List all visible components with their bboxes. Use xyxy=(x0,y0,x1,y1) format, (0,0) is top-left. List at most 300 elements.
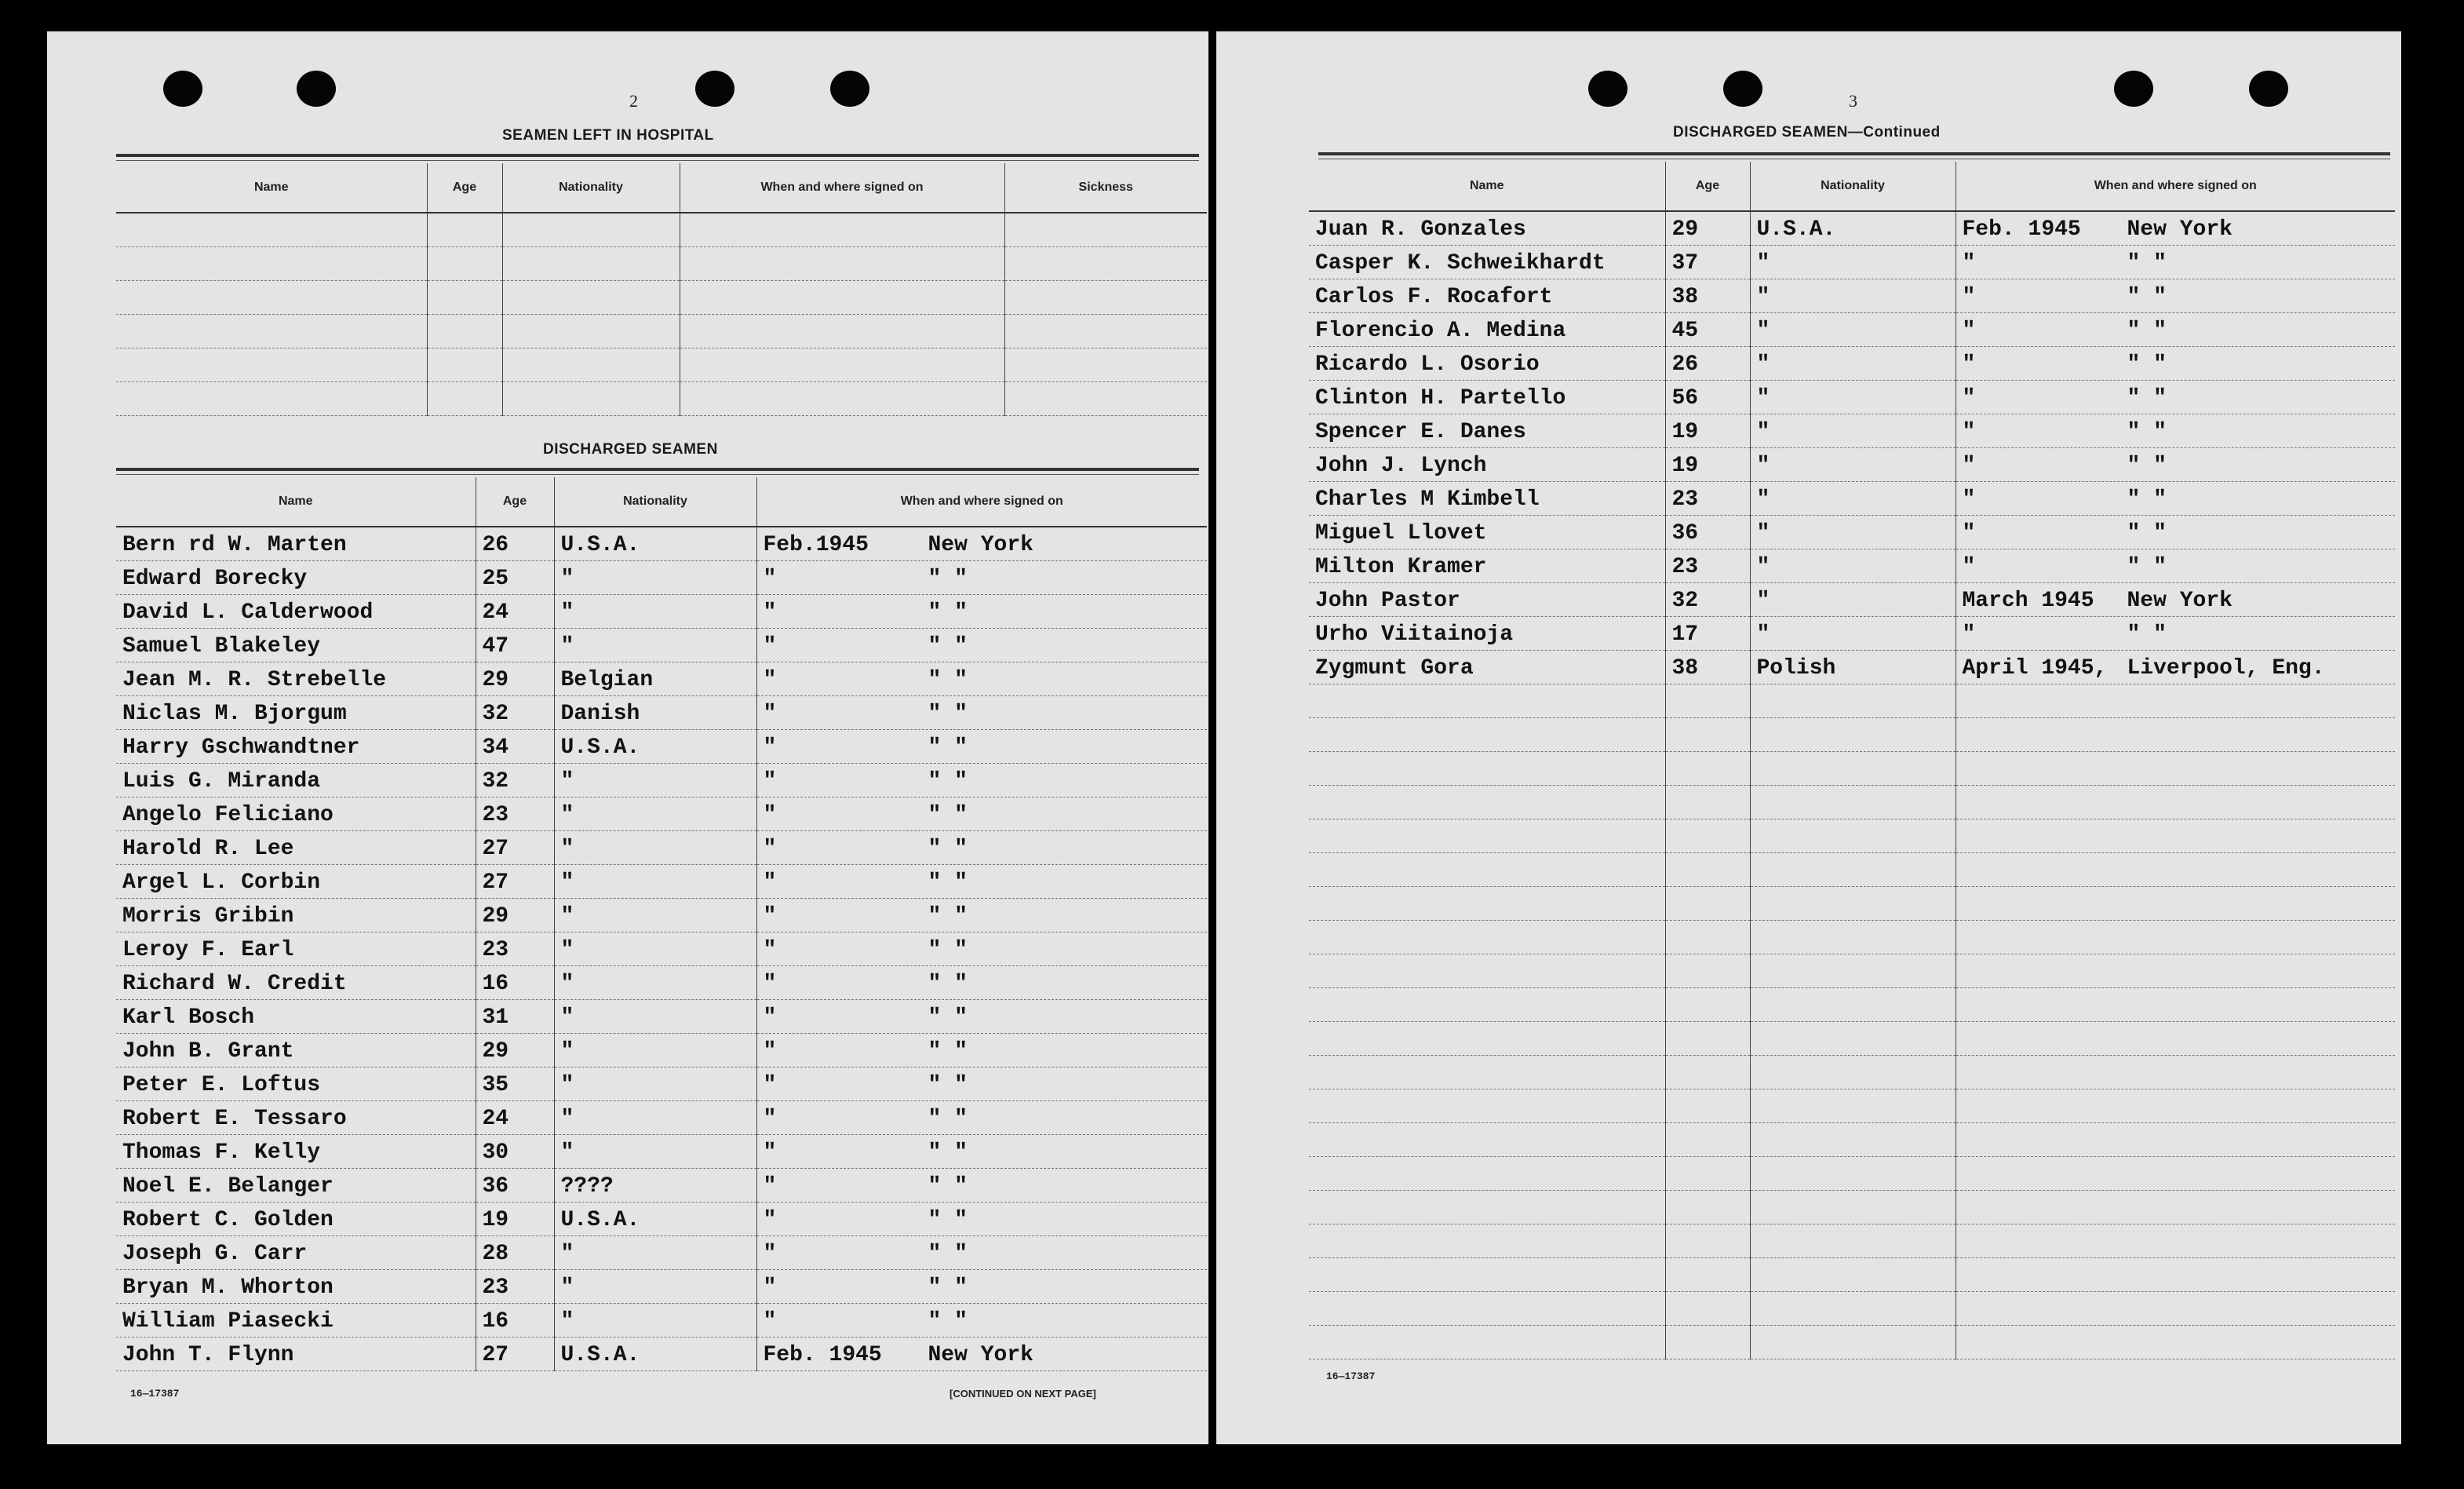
seaman-name xyxy=(1309,1224,1665,1258)
seaman-age: 24 xyxy=(476,1101,554,1135)
signed-on-place: " " xyxy=(928,1005,968,1030)
seaman-nationality: " xyxy=(1750,347,1956,381)
signed-on xyxy=(756,1169,1207,1203)
table-row xyxy=(1309,1292,2395,1326)
signed-on-date: " xyxy=(763,837,777,861)
signed-on-date: " xyxy=(763,1005,777,1030)
column-header: Nationality xyxy=(1750,162,1956,211)
seaman-age: 27 xyxy=(476,1338,554,1371)
seaman-nationality: " xyxy=(554,561,756,595)
column-header: Age xyxy=(1665,162,1750,211)
signed-on xyxy=(1956,347,2395,381)
table-row xyxy=(1309,853,2395,887)
seaman-nationality: U.S.A. xyxy=(554,1203,756,1236)
signed-on-date: " xyxy=(763,938,777,962)
column-header: When and where signed on xyxy=(756,477,1207,527)
column-header: When and where signed on xyxy=(680,163,1004,213)
seaman-age xyxy=(1665,1123,1750,1157)
seaman-nationality xyxy=(1750,988,1956,1022)
table-row xyxy=(116,595,1207,629)
seaman-age: 19 xyxy=(476,1203,554,1236)
seaman-nationality: " xyxy=(554,1067,756,1101)
seaman-nationality xyxy=(1750,718,1956,752)
rule xyxy=(116,160,1199,161)
seaman-nationality: " xyxy=(554,1034,756,1067)
table-row xyxy=(1309,347,2395,381)
column-header: Nationality xyxy=(502,163,680,213)
seaman-nationality: " xyxy=(1750,516,1956,549)
seaman-age xyxy=(1665,1089,1750,1123)
blank-row xyxy=(116,349,1207,382)
seaman-age: 29 xyxy=(1665,211,1750,246)
signed-on xyxy=(1956,1022,2395,1056)
rule xyxy=(116,468,1199,471)
seaman-name: Juan R. Gonzales xyxy=(1309,211,1665,246)
seaman-nationality: " xyxy=(554,1270,756,1304)
signed-on-place: " " xyxy=(2127,622,2167,647)
signed-on xyxy=(1956,718,2395,752)
table-row xyxy=(116,527,1207,561)
signed-on-date: " xyxy=(1962,487,1976,512)
seaman-age: 36 xyxy=(1665,516,1750,549)
seaman-nationality: ???? xyxy=(554,1169,756,1203)
table-row xyxy=(1309,1224,2395,1258)
table-row xyxy=(1309,549,2395,583)
signed-on-date: " xyxy=(1962,386,1976,411)
signed-on-date: Feb. 1945 xyxy=(1962,217,2081,242)
seaman-age: 23 xyxy=(476,797,554,831)
signed-on-place: " " xyxy=(928,1039,968,1064)
punch-hole xyxy=(2114,71,2153,107)
table-row xyxy=(116,1304,1207,1338)
seaman-nationality xyxy=(1750,1326,1956,1359)
signed-on xyxy=(1956,1292,2395,1326)
signed-on-place: " " xyxy=(2127,285,2167,309)
seaman-age xyxy=(1665,887,1750,921)
table-row xyxy=(116,1034,1207,1067)
signed-on xyxy=(1956,583,2395,617)
signed-on-place: " " xyxy=(928,1276,968,1300)
seaman-nationality xyxy=(1750,1056,1956,1089)
seaman-age: 32 xyxy=(476,696,554,730)
signed-on-place: " " xyxy=(2127,454,2167,478)
seaman-nationality: " xyxy=(554,966,756,1000)
signed-on xyxy=(1956,1258,2395,1292)
seaman-age: 23 xyxy=(476,932,554,966)
seaman-nationality: " xyxy=(554,797,756,831)
seaman-nationality: " xyxy=(1750,381,1956,414)
signed-on xyxy=(1956,246,2395,279)
seaman-age xyxy=(1665,954,1750,988)
table-row xyxy=(116,1067,1207,1101)
rule xyxy=(1318,152,2390,155)
seaman-nationality: " xyxy=(554,629,756,662)
signed-on-place: " " xyxy=(928,735,968,760)
seaman-nationality: Polish xyxy=(1750,651,1956,684)
seaman-name: Morris Gribin xyxy=(116,899,476,932)
seaman-age xyxy=(1665,988,1750,1022)
signed-on-place: " " xyxy=(928,1107,968,1131)
seaman-age: 38 xyxy=(1665,279,1750,313)
seaman-age: 24 xyxy=(476,595,554,629)
table-row xyxy=(116,966,1207,1000)
seaman-name: Spencer E. Danes xyxy=(1309,414,1665,448)
seaman-age: 36 xyxy=(476,1169,554,1203)
table-row xyxy=(1309,752,2395,786)
table-row xyxy=(1309,1326,2395,1359)
signed-on xyxy=(1956,1191,2395,1224)
signed-on xyxy=(756,1101,1207,1135)
seaman-age: 31 xyxy=(476,1000,554,1034)
left-page xyxy=(47,31,1208,1444)
signed-on xyxy=(1956,651,2395,684)
table-row xyxy=(1309,1089,2395,1123)
signed-on-place: " " xyxy=(2127,420,2167,444)
signed-on-place: " " xyxy=(928,668,968,692)
signed-on-place: " " xyxy=(928,1208,968,1232)
table-row xyxy=(116,730,1207,764)
seaman-age: 27 xyxy=(476,831,554,865)
signed-on-place: " " xyxy=(928,837,968,861)
seaman-name: Zygmunt Gora xyxy=(1309,651,1665,684)
signed-on xyxy=(1956,853,2395,887)
seaman-age: 37 xyxy=(1665,246,1750,279)
table-row xyxy=(116,932,1207,966)
table-row xyxy=(1309,1157,2395,1191)
signed-on-date: " xyxy=(763,972,777,996)
seaman-nationality: " xyxy=(554,764,756,797)
signed-on xyxy=(756,595,1207,629)
column-header: When and where signed on xyxy=(1956,162,2395,211)
seaman-name: Richard W. Credit xyxy=(116,966,476,1000)
signed-on xyxy=(1956,988,2395,1022)
signed-on-date: " xyxy=(763,1174,777,1199)
seaman-nationality xyxy=(1750,1022,1956,1056)
signed-on xyxy=(756,1236,1207,1270)
signed-on xyxy=(1956,684,2395,718)
signed-on-place: " " xyxy=(928,972,968,996)
signed-on xyxy=(1956,1326,2395,1359)
table-row xyxy=(116,1270,1207,1304)
seaman-name: Bryan M. Whorton xyxy=(116,1270,476,1304)
table-row xyxy=(1309,516,2395,549)
seaman-name: Thomas F. Kelly xyxy=(116,1135,476,1169)
seaman-nationality: Belgian xyxy=(554,662,756,696)
seaman-name: Robert E. Tessaro xyxy=(116,1101,476,1135)
seaman-age xyxy=(1665,684,1750,718)
signed-on xyxy=(756,932,1207,966)
table-row xyxy=(1309,211,2395,246)
seaman-nationality xyxy=(1750,752,1956,786)
blank-row xyxy=(116,247,1207,281)
blank-row xyxy=(116,315,1207,349)
signed-on-date: " xyxy=(763,870,777,895)
seaman-age xyxy=(1665,752,1750,786)
table-row xyxy=(1309,448,2395,482)
signed-on-place: " " xyxy=(928,904,968,929)
signed-on-place: " " xyxy=(928,938,968,962)
seaman-age xyxy=(1665,718,1750,752)
discharged-header-row xyxy=(116,477,1207,527)
signed-on xyxy=(756,899,1207,932)
table-row xyxy=(116,662,1207,696)
table-row xyxy=(1309,887,2395,921)
signed-on-date: " xyxy=(763,600,777,625)
seaman-name xyxy=(1309,1326,1665,1359)
seaman-name: Angelo Feliciano xyxy=(116,797,476,831)
signed-on xyxy=(1956,921,2395,954)
table-row xyxy=(116,831,1207,865)
seaman-nationality xyxy=(1750,1258,1956,1292)
seaman-name xyxy=(1309,1157,1665,1191)
signed-on-date: " xyxy=(1962,622,1976,647)
signed-on xyxy=(756,1067,1207,1101)
table-row xyxy=(1309,381,2395,414)
seaman-nationality: " xyxy=(1750,246,1956,279)
page-number: 3 xyxy=(1849,91,1857,111)
signed-on-date: " xyxy=(1962,521,1976,546)
seaman-nationality: " xyxy=(554,595,756,629)
table-row xyxy=(116,1203,1207,1236)
seaman-age xyxy=(1665,1326,1750,1359)
signed-on-date: " xyxy=(763,567,777,591)
seaman-name: Jean M. R. Strebelle xyxy=(116,662,476,696)
seaman-nationality: " xyxy=(1750,448,1956,482)
right-page xyxy=(1216,31,2401,1444)
seaman-age: 19 xyxy=(1665,414,1750,448)
punch-hole xyxy=(1588,71,1627,107)
signed-on-date: " xyxy=(763,1242,777,1266)
seaman-age: 16 xyxy=(476,966,554,1000)
seaman-name: Peter E. Loftus xyxy=(116,1067,476,1101)
seaman-nationality xyxy=(1750,1123,1956,1157)
table-row xyxy=(1309,414,2395,448)
signed-on-place: New York xyxy=(2127,589,2233,613)
signed-on-place: " " xyxy=(928,1073,968,1097)
seaman-nationality: " xyxy=(554,932,756,966)
signed-on xyxy=(756,831,1207,865)
seaman-age: 34 xyxy=(476,730,554,764)
seaman-age xyxy=(1665,1056,1750,1089)
seaman-nationality: " xyxy=(554,1236,756,1270)
seaman-age xyxy=(1665,1292,1750,1326)
signed-on xyxy=(1956,313,2395,347)
seaman-age: 45 xyxy=(1665,313,1750,347)
signed-on-date: March 1945 xyxy=(1962,589,2094,613)
seaman-age: 38 xyxy=(1665,651,1750,684)
table-row xyxy=(1309,313,2395,347)
seaman-nationality: " xyxy=(1750,617,1956,651)
signed-on-date: April 1945, xyxy=(1962,656,2108,681)
table-row xyxy=(116,1338,1207,1371)
column-header: Name xyxy=(116,163,427,213)
rule xyxy=(116,154,1199,157)
seaman-age: 16 xyxy=(476,1304,554,1338)
signed-on xyxy=(1956,1123,2395,1157)
seaman-age: 26 xyxy=(476,527,554,561)
signed-on xyxy=(756,1034,1207,1067)
signed-on-date: " xyxy=(1962,420,1976,444)
signed-on-date: " xyxy=(763,1309,777,1334)
seaman-name xyxy=(1309,1258,1665,1292)
column-header: Age xyxy=(427,163,502,213)
seaman-name: Carlos F. Rocafort xyxy=(1309,279,1665,313)
seaman-nationality xyxy=(1750,1157,1956,1191)
signed-on xyxy=(756,561,1207,595)
discharged-continued-table xyxy=(1309,162,2395,1359)
signed-on-place: " " xyxy=(2127,487,2167,512)
blank-row xyxy=(116,213,1207,247)
table-row xyxy=(1309,684,2395,718)
signed-on-date: " xyxy=(1962,352,1976,377)
seaman-age xyxy=(1665,853,1750,887)
seaman-name: Joseph G. Carr xyxy=(116,1236,476,1270)
signed-on-place: " " xyxy=(928,634,968,659)
signed-on-date: " xyxy=(763,1276,777,1300)
seaman-nationality: " xyxy=(1750,583,1956,617)
table-row xyxy=(1309,786,2395,819)
signed-on xyxy=(756,730,1207,764)
table-row xyxy=(116,1135,1207,1169)
seaman-name: John J. Lynch xyxy=(1309,448,1665,482)
signed-on xyxy=(1956,211,2395,246)
seaman-age xyxy=(1665,1258,1750,1292)
seaman-age xyxy=(1665,1022,1750,1056)
signed-on-place: New York xyxy=(2127,217,2233,242)
seaman-name xyxy=(1309,1292,1665,1326)
table-row xyxy=(116,1236,1207,1270)
seaman-nationality: Danish xyxy=(554,696,756,730)
table-row xyxy=(1309,1123,2395,1157)
seaman-name: David L. Calderwood xyxy=(116,595,476,629)
table-row xyxy=(1309,1258,2395,1292)
seaman-nationality xyxy=(1750,1292,1956,1326)
signed-on-date: Feb. 1945 xyxy=(763,1343,882,1367)
signed-on xyxy=(1956,1157,2395,1191)
signed-on xyxy=(756,1203,1207,1236)
signed-on-place: " " xyxy=(928,1242,968,1266)
signed-on-place: " " xyxy=(2127,352,2167,377)
signed-on-place: " " xyxy=(928,803,968,827)
signed-on xyxy=(1956,279,2395,313)
hospital-table xyxy=(116,163,1207,416)
table-row xyxy=(116,764,1207,797)
signed-on-date: " xyxy=(1962,251,1976,276)
seaman-name xyxy=(1309,1089,1665,1123)
signed-on xyxy=(1956,549,2395,583)
seaman-name xyxy=(1309,1022,1665,1056)
seaman-name xyxy=(1309,921,1665,954)
seaman-age: 32 xyxy=(476,764,554,797)
signed-on xyxy=(756,696,1207,730)
signed-on xyxy=(756,1304,1207,1338)
seaman-age: 27 xyxy=(476,865,554,899)
table-row xyxy=(116,1101,1207,1135)
seaman-nationality: " xyxy=(554,1135,756,1169)
seaman-nationality xyxy=(1750,1191,1956,1224)
seaman-name: Karl Bosch xyxy=(116,1000,476,1034)
signed-on xyxy=(756,966,1207,1000)
seaman-age: 28 xyxy=(476,1236,554,1270)
table-row xyxy=(1309,921,2395,954)
seaman-age xyxy=(1665,921,1750,954)
signed-on xyxy=(1956,1056,2395,1089)
seaman-nationality: U.S.A. xyxy=(554,527,756,561)
seaman-nationality: " xyxy=(554,831,756,865)
punch-hole xyxy=(1723,71,1762,107)
signed-on xyxy=(1956,617,2395,651)
signed-on xyxy=(756,1000,1207,1034)
table-row xyxy=(116,629,1207,662)
signed-on xyxy=(1956,819,2395,853)
seaman-name: Niclas M. Bjorgum xyxy=(116,696,476,730)
seaman-nationality: U.S.A. xyxy=(1750,211,1956,246)
signed-on-date: " xyxy=(763,634,777,659)
signed-on-date: " xyxy=(763,702,777,726)
seaman-name: Ricardo L. Osorio xyxy=(1309,347,1665,381)
seaman-name xyxy=(1309,887,1665,921)
signed-on xyxy=(1956,786,2395,819)
column-header: Age xyxy=(476,477,554,527)
signed-on-place: New York xyxy=(928,1343,1033,1367)
signed-on-date: " xyxy=(763,1073,777,1097)
seaman-name: Noel E. Belanger xyxy=(116,1169,476,1203)
seaman-nationality xyxy=(1750,954,1956,988)
signed-on xyxy=(756,662,1207,696)
hospital-section-title: SEAMEN LEFT IN HOSPITAL xyxy=(502,127,714,144)
table-row xyxy=(1309,819,2395,853)
signed-on xyxy=(756,1270,1207,1304)
signed-on-place: " " xyxy=(928,1309,968,1334)
signed-on-place: " " xyxy=(2127,555,2167,579)
seaman-name: Florencio A. Medina xyxy=(1309,313,1665,347)
column-header: Sickness xyxy=(1004,163,1207,213)
seaman-name xyxy=(1309,988,1665,1022)
seaman-nationality xyxy=(1750,853,1956,887)
table-row xyxy=(1309,1056,2395,1089)
table-row xyxy=(116,561,1207,595)
seaman-age: 19 xyxy=(1665,448,1750,482)
signed-on-date: " xyxy=(763,668,777,692)
signed-on-place: " " xyxy=(928,870,968,895)
signed-on-place: " " xyxy=(928,567,968,591)
signed-on-date: " xyxy=(763,1039,777,1064)
seaman-age: 29 xyxy=(476,899,554,932)
seaman-nationality: U.S.A. xyxy=(554,1338,756,1371)
seaman-age: 23 xyxy=(1665,482,1750,516)
seaman-nationality xyxy=(1750,921,1956,954)
seaman-age: 35 xyxy=(476,1067,554,1101)
column-header: Name xyxy=(1309,162,1665,211)
seaman-nationality xyxy=(1750,786,1956,819)
seaman-name: Argel L. Corbin xyxy=(116,865,476,899)
signed-on-date: " xyxy=(763,1140,777,1165)
seaman-age xyxy=(1665,819,1750,853)
seaman-nationality: " xyxy=(554,1000,756,1034)
signed-on-date: " xyxy=(1962,555,1976,579)
seaman-nationality: " xyxy=(554,899,756,932)
seaman-age: 56 xyxy=(1665,381,1750,414)
seaman-age: 29 xyxy=(476,1034,554,1067)
signed-on-date: " xyxy=(763,803,777,827)
signed-on-place: " " xyxy=(928,600,968,625)
signed-on xyxy=(756,797,1207,831)
punch-hole xyxy=(830,71,869,107)
form-code: 16—17387 xyxy=(1326,1370,1376,1382)
signed-on xyxy=(756,629,1207,662)
discharged-table xyxy=(116,477,1207,1371)
table-row xyxy=(1309,617,2395,651)
